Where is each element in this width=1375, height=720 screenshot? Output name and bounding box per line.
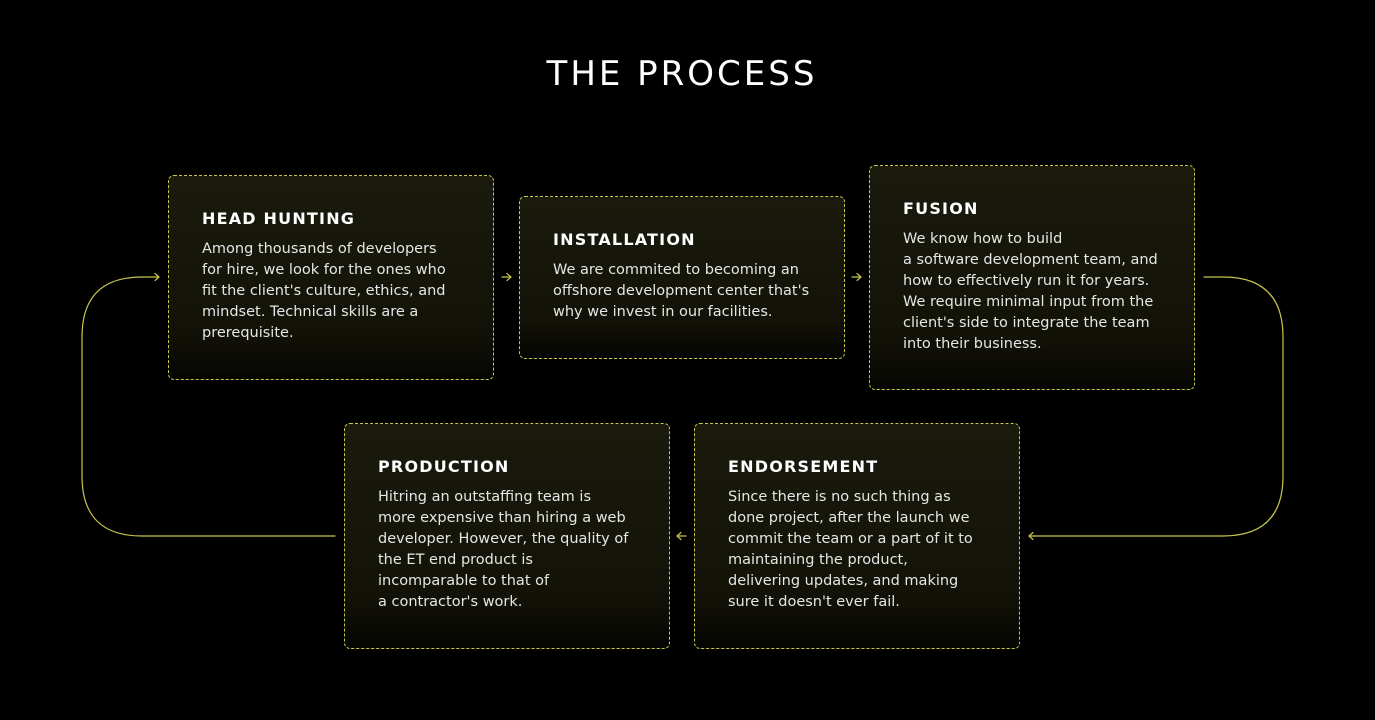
step-card-production <box>344 423 670 649</box>
step-title: INSTALLATION <box>553 230 696 249</box>
step-card-head-hunting <box>168 175 494 380</box>
step-card-endorsement <box>694 423 1020 649</box>
page-title: THE PROCESS <box>546 54 818 94</box>
arrow-right-icon <box>852 274 861 281</box>
step-card-installation <box>519 196 845 359</box>
step-description: We are commited to becoming an offshore development center that's why we invest in our facilities. <box>553 262 810 320</box>
step-title: ENDORSEMENT <box>728 457 879 476</box>
step-description: Among thousands of developers for hire, we look for the ones who fit the client's culture, ethics, and mindset. Technical skills are a prerequisite. <box>202 241 446 341</box>
step-card-fusion <box>869 165 1195 390</box>
step-title: HEAD HUNTING <box>202 209 356 228</box>
arrow-left-icon <box>677 533 686 540</box>
step-description: Since there is no such thing as done project, after the launch we commit the team or a part of it to maintaining the product, delivering updates, and making sure it doesn't ever fail. <box>728 489 973 610</box>
step-title: PRODUCTION <box>378 457 510 476</box>
step-title: FUSION <box>903 199 979 218</box>
step-description: Hitring an outstaffing team is more expensive than hiring a web developer. However, the quality of the ET end product is incomparable to that of a contractor's work. <box>378 489 629 610</box>
arrow-right-icon <box>502 274 511 281</box>
step-description: We know how to build a software development team, and how to effectively run it for years. We require minimal input from the client's side to integrate the team into their business. <box>903 231 1158 352</box>
